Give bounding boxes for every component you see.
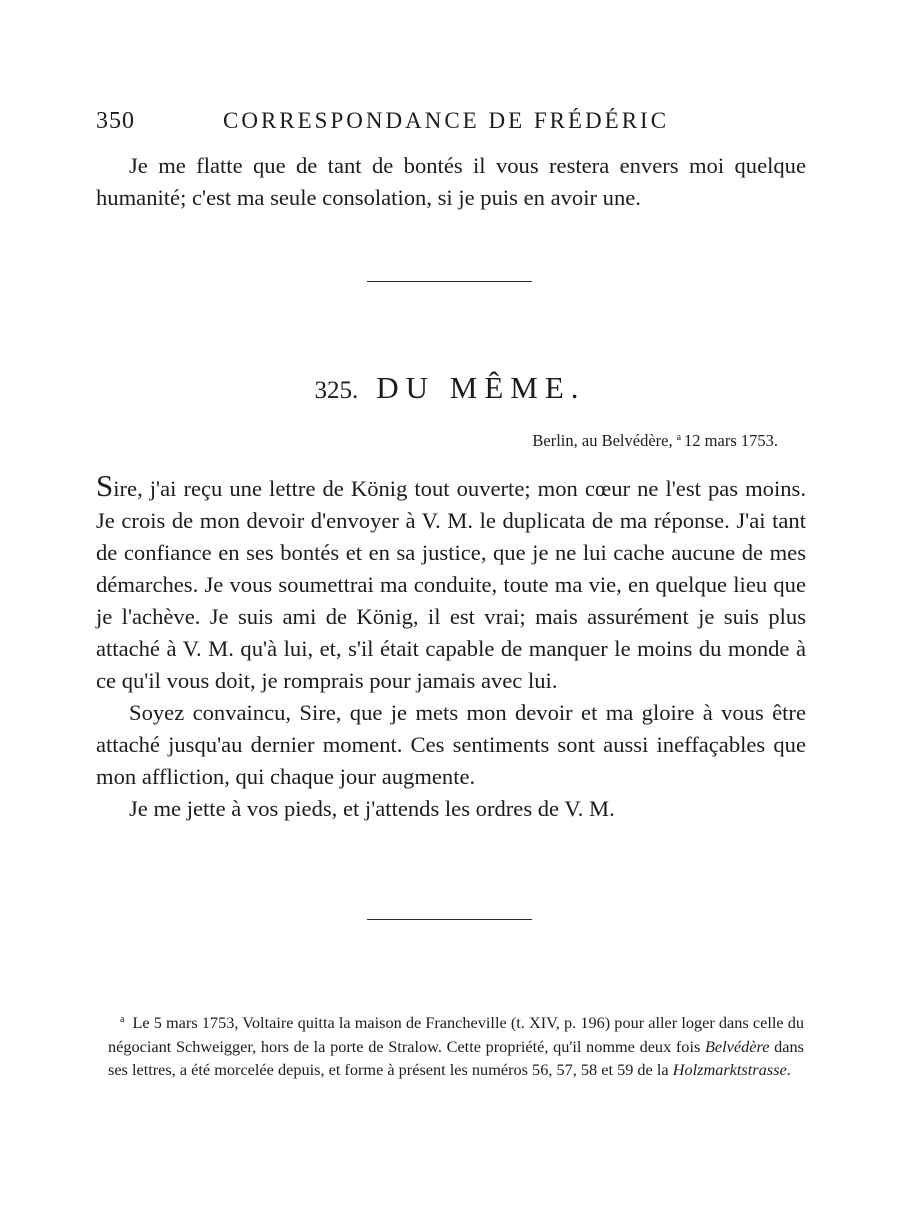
footnote-text-1: Le 5 mars 1753, Voltaire quitta la maison de Francheville (t. XIV, p. 196) pour aller loger dans celle du négociant Schweigger, hors de la porte de Stralow. Cette propriété, qu'il nomme deux fois — [108, 1013, 804, 1056]
letter-title: DU MÊME. — [376, 370, 586, 405]
drop-initial: S — [96, 468, 114, 503]
dateline-date: 12 mars 1753. — [684, 431, 778, 450]
section-divider-top — [367, 281, 532, 282]
running-title: CORRESPONDANCE DE FRÉDÉRIC — [223, 108, 670, 133]
page-number: 350 — [96, 108, 135, 134]
dateline-place: Berlin, au Belvédère, — [532, 431, 673, 450]
letter-paragraph-2: Soyez convaincu, Sire, que je mets mon devoir et ma gloire à vous être attaché jusqu'au dernier moment. Ces sentiments sont aussi ineffaçables que mon affliction, qui chaque jour augmente. — [96, 700, 806, 789]
footnote-mark: a — [120, 1014, 125, 1025]
section-divider-bottom — [367, 919, 532, 920]
letter-body — [96, 468, 806, 825]
carryover-paragraph: Je me flatte que de tant de bontés il vous restera envers moi quelque humanité; c'est ma seule consolation, si je puis en avoir une. — [96, 153, 806, 210]
footnote-text-3: . — [786, 1060, 791, 1079]
letter-dateline — [532, 431, 778, 451]
letter-paragraph-1-text: ire, j'ai reçu une lettre de König tout ouverte; mon cœur ne l'est pas moins. Je crois de mon devoir d'envoyer à V. M. le duplicata de ma réponse. J'ai tant de confiance en ses bontés et en sa justice, que je ne lui cache aucune de mes démarches. Je vous soumettrai ma conduite, toute ma vie, en quelque lieu que je l'achève. Je suis ami de König, il est vrai; mais assurément je suis plus attaché à V. M. qu'à lui, et, s'il était capable de manquer le moins du monde à ce qu'il vous doit, je romprais pour jamais avec lui. — [96, 476, 806, 693]
letter-heading — [0, 370, 900, 406]
footnote-italic-belvedere: Belvédère — [704, 1036, 770, 1056]
letter-paragraph-3: Je me jette à vos pieds, et j'attends les ordres de V. M. — [129, 796, 615, 821]
footnote-italic-street: Holzmarktstrasse — [672, 1060, 787, 1079]
letter-number: 325. — [314, 377, 359, 404]
footnote-reference-mark[interactable]: a — [676, 432, 682, 443]
footnote — [108, 1008, 804, 1082]
letter-paragraph-1 — [96, 468, 806, 697]
footnote-text-2: dans ses lettres, a été morcelée depuis, et forme à présent les numéros 56, 57, 58 et 59 de la — [108, 1036, 804, 1079]
running-head — [96, 108, 686, 138]
